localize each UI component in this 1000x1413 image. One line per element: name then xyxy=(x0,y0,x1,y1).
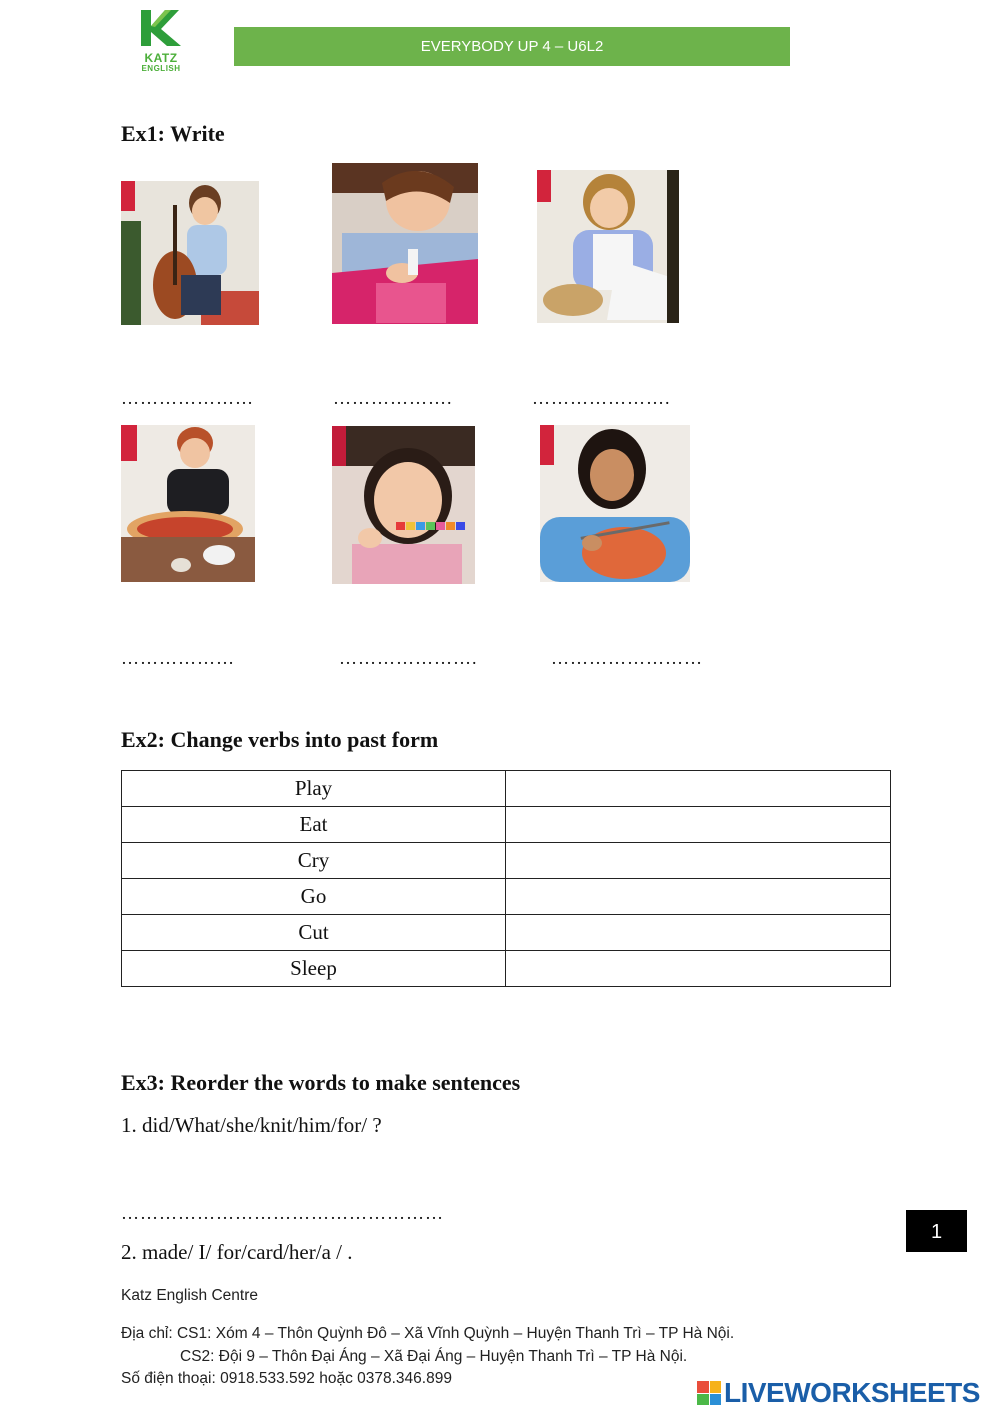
photo-playing-cello xyxy=(121,181,259,325)
footer-address-2: CS2: Đội 9 – Thôn Đại Áng – Xã Đại Áng – Huyện Thanh Trì – TP Hà Nội. xyxy=(180,1348,688,1365)
verb-cell: Eat xyxy=(122,807,506,843)
verb-cell: Go xyxy=(122,879,506,915)
table-row xyxy=(122,807,891,843)
verb-cell: Cut xyxy=(122,915,506,951)
verb-cell: Sleep xyxy=(122,951,506,987)
ex3-heading: Ex3: Reorder the words to make sentences xyxy=(121,1070,521,1095)
table-row xyxy=(122,951,891,987)
answer-blank-6[interactable]: …………………… xyxy=(551,648,703,668)
watermark-text: LIVEWORKSHEETS xyxy=(724,1377,980,1408)
table-row xyxy=(122,843,891,879)
question-1-answer-blank[interactable]: …………………………………………… xyxy=(121,1203,444,1223)
liveworksheets-logo-icon xyxy=(697,1381,721,1405)
past-form-answer[interactable] xyxy=(506,879,891,915)
liveworksheets-watermark xyxy=(697,1377,980,1409)
past-form-answer[interactable] xyxy=(506,807,891,843)
table-row xyxy=(122,915,891,951)
verb-cell: Play xyxy=(122,771,506,807)
past-form-answer[interactable] xyxy=(506,915,891,951)
photo-girl-baking xyxy=(537,170,679,323)
title-banner: EVERYBODY UP 4 – U6L2 xyxy=(234,27,790,66)
verb-table xyxy=(121,770,891,987)
question-1: 1. did/What/she/knit/him/for/ ? xyxy=(121,1113,382,1137)
past-form-answer[interactable] xyxy=(506,843,891,879)
answer-blank-2[interactable]: ………………. xyxy=(333,388,453,408)
table-row xyxy=(122,771,891,807)
footer-address-1: Địa chỉ: CS1: Xóm 4 – Thôn Quỳnh Đô – Xã Vĩnh Quỳnh – Huyện Thanh Trì – TP Hà Nội. xyxy=(121,1325,735,1342)
photo-making-pizza xyxy=(121,425,255,582)
footer-phone: Số điện thoại: 0918.533.592 hoặc 0378.346.899 xyxy=(121,1370,452,1387)
answer-blank-1[interactable]: ………………… xyxy=(121,388,254,408)
ex2-heading: Ex2: Change verbs into past form xyxy=(121,727,439,752)
past-form-answer[interactable] xyxy=(506,951,891,987)
verb-cell: Cry xyxy=(122,843,506,879)
question-2: 2. made/ I/ for/card/her/a / . xyxy=(121,1240,353,1264)
ex1-heading: Ex1: Write xyxy=(121,121,225,146)
k-logo-icon xyxy=(135,8,187,48)
photo-making-card xyxy=(332,163,478,324)
answer-blank-3[interactable]: …………………. xyxy=(532,388,671,408)
photo-knitting xyxy=(540,425,690,582)
table-row xyxy=(122,879,891,915)
answer-blank-4[interactable]: ……………… xyxy=(121,648,235,668)
katz-logo xyxy=(135,8,187,72)
answer-blank-5[interactable]: …………………. xyxy=(339,648,478,668)
footer-centre-name: Katz English Centre xyxy=(121,1287,258,1304)
logo-text: KATZ xyxy=(144,51,178,65)
page-number: 1 xyxy=(906,1210,967,1252)
photo-making-necklace xyxy=(332,426,475,584)
past-form-answer[interactable] xyxy=(506,771,891,807)
logo-subtext: ENGLISH xyxy=(141,64,181,73)
